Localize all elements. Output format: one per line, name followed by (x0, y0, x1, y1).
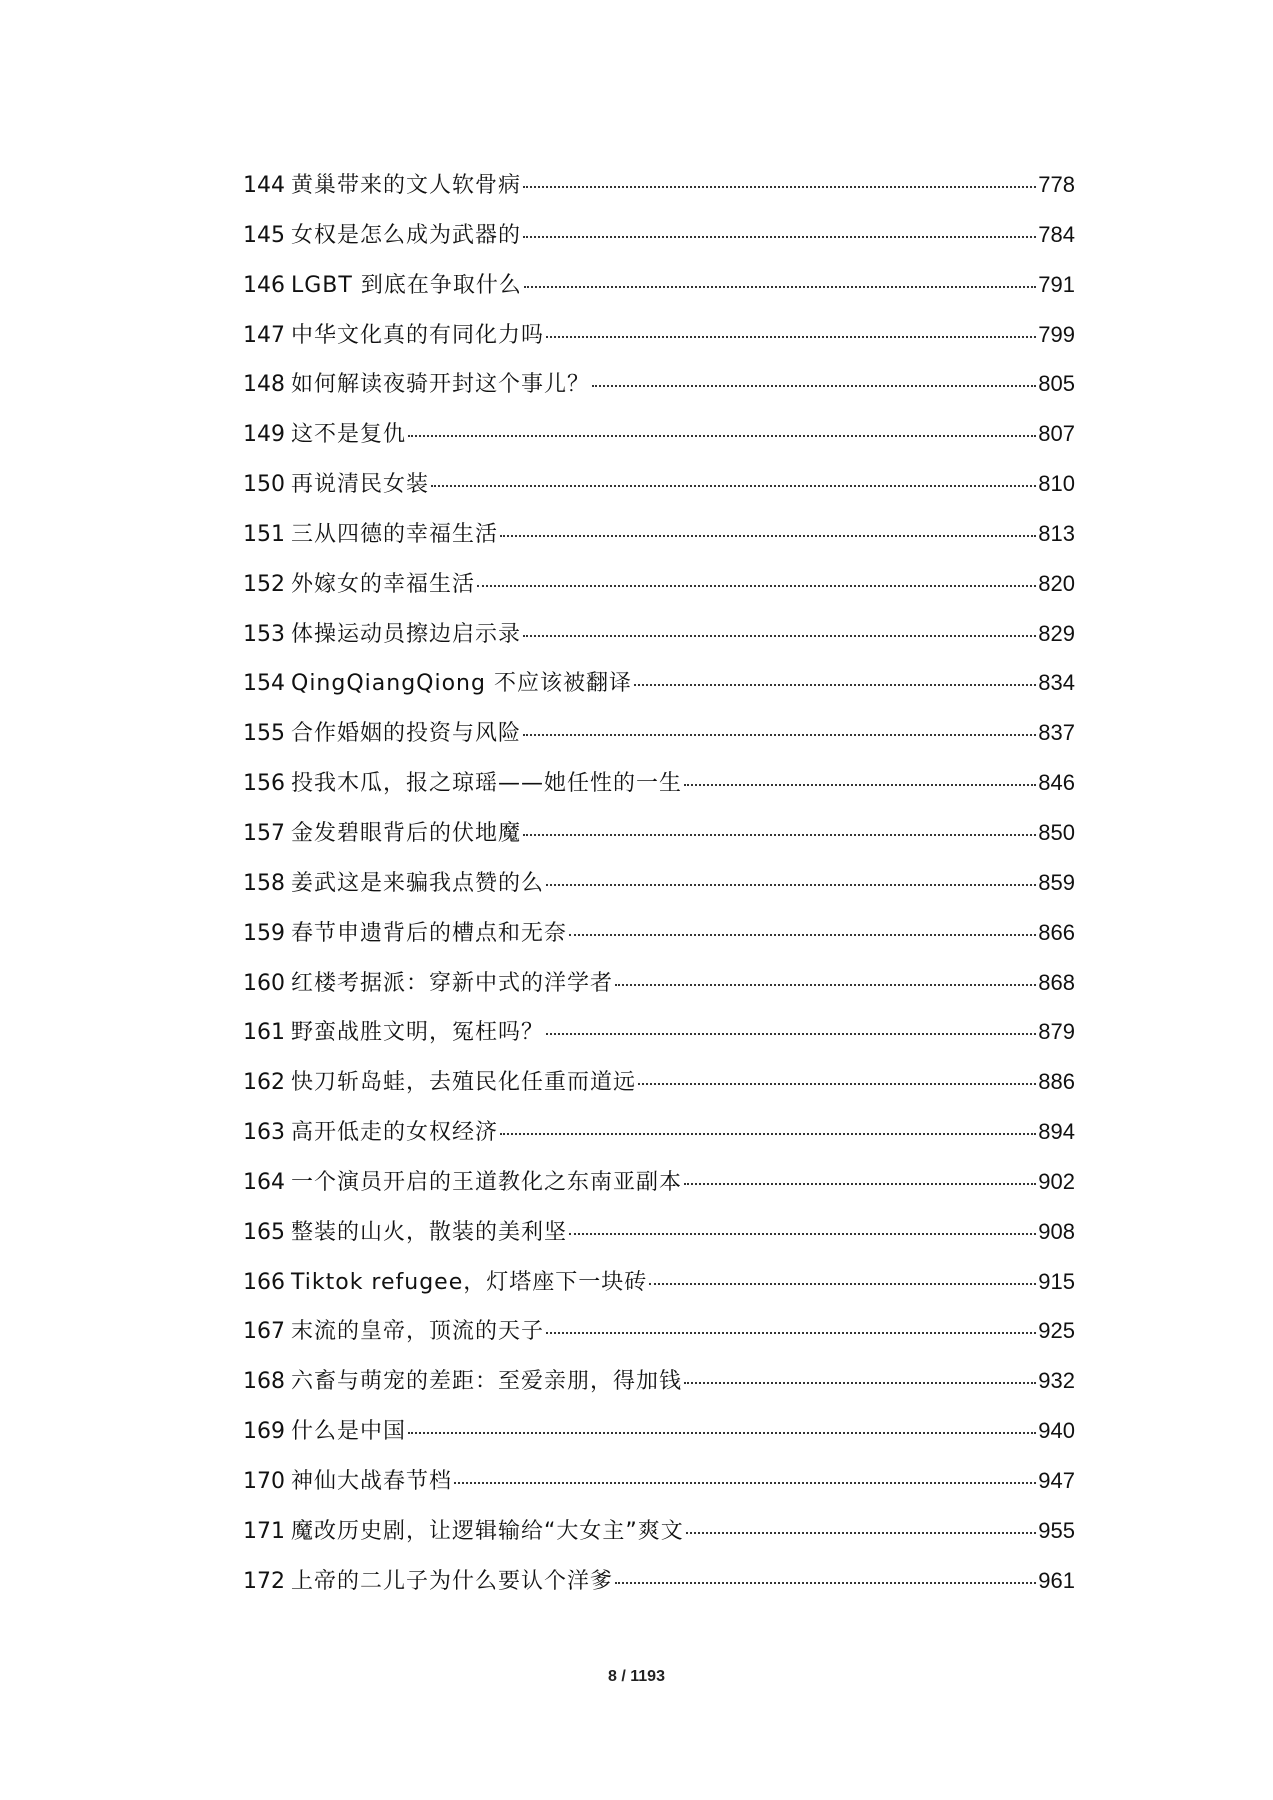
toc-entry-page: 940 (1038, 1418, 1075, 1444)
toc-entry-text: 高开低走的女权经济 (291, 1120, 499, 1146)
toc-entry-title (243, 360, 590, 409)
toc-dot-leader (408, 435, 1036, 437)
toc-entry[interactable] (243, 359, 1075, 409)
toc-entry-text: 野蛮战胜文明，冤枉吗？ (291, 1020, 545, 1046)
toc-entry[interactable] (243, 509, 1075, 559)
toc-entry-page: 813 (1038, 520, 1075, 546)
toc-entry-page: 834 (1038, 670, 1075, 696)
toc-entry-title (243, 959, 613, 1008)
toc-entry-page: 894 (1038, 1119, 1075, 1145)
toc-entry-text: 如何解读夜骑开封这个事儿？ (291, 372, 591, 398)
toc-entry-number: 162 (243, 1070, 285, 1096)
toc-entry-text: 合作婚姻的投资与风险 (291, 721, 522, 747)
toc-dot-leader (546, 1332, 1036, 1334)
toc-entry[interactable] (243, 958, 1075, 1008)
toc-entry-page: 820 (1038, 570, 1075, 596)
toc-entry[interactable] (243, 1057, 1075, 1107)
toc-entry-page: 955 (1038, 1517, 1075, 1543)
toc-dot-leader (523, 734, 1036, 736)
toc-entry-number: 153 (243, 621, 285, 647)
toc-dot-leader (615, 984, 1036, 986)
toc-entry-title (243, 261, 522, 310)
toc-entry-text: 女权是怎么成为武器的 (291, 222, 522, 248)
toc-entry-number: 167 (243, 1319, 285, 1345)
toc-entry-title (243, 1357, 682, 1406)
toc-dot-leader (615, 1582, 1036, 1584)
toc-entry-title (243, 460, 429, 509)
toc-entry-page: 837 (1038, 720, 1075, 746)
toc-entry-title (243, 659, 632, 708)
toc-entry-page: 859 (1038, 869, 1075, 895)
toc-entry-number: 157 (243, 820, 285, 846)
toc-entry-number: 152 (243, 571, 285, 597)
toc-entry-title (243, 1008, 544, 1057)
toc-entry[interactable] (243, 1556, 1075, 1606)
toc-dot-leader (408, 1432, 1036, 1434)
toc-entry-text: 上帝的二儿子为什么要认个洋爹 (291, 1568, 614, 1594)
toc-entry[interactable] (243, 658, 1075, 708)
toc-entry[interactable] (243, 559, 1075, 609)
toc-entry-title (243, 311, 544, 360)
toc-entry-page: 791 (1038, 271, 1075, 297)
toc-entry-number: 159 (243, 920, 285, 946)
toc-entry-title (243, 1457, 452, 1506)
toc-dot-leader (523, 236, 1036, 238)
toc-dot-leader (569, 1233, 1036, 1235)
toc-entry-text: 体操运动员擦边启示录 (291, 621, 522, 647)
toc-entry-text: 再说清民女装 (291, 472, 430, 498)
toc-dot-leader (524, 286, 1036, 288)
toc-entry-title (243, 1307, 544, 1356)
toc-entry-page: 805 (1038, 371, 1075, 397)
toc-dot-leader (477, 585, 1036, 587)
toc-entry[interactable] (243, 1257, 1075, 1307)
toc-entry-number: 150 (243, 472, 285, 498)
toc-entry[interactable] (243, 1506, 1075, 1556)
toc-entry-number: 148 (243, 372, 285, 398)
toc-dot-leader (684, 1183, 1036, 1185)
toc-entry-number: 163 (243, 1120, 285, 1146)
toc-entry-number: 169 (243, 1419, 285, 1445)
toc-entry-page: 879 (1038, 1019, 1075, 1045)
toc-entry-text: 快刀斩岛蛙，去殖民化任重而道远 (291, 1070, 637, 1096)
toc-dot-leader (523, 186, 1036, 188)
toc-entry-number: 147 (243, 322, 285, 348)
toc-entry-text: 姜武这是来骗我点赞的么 (291, 870, 545, 896)
toc-entry-page: 778 (1038, 172, 1075, 197)
toc-entry-page: 807 (1038, 421, 1075, 447)
toc-entry-title (243, 211, 521, 260)
toc-entry-page: 886 (1038, 1069, 1075, 1095)
toc-entry-title (243, 410, 406, 459)
toc-entry-text: 神仙大战春节档 (291, 1468, 453, 1494)
toc-dot-leader (454, 1482, 1036, 1484)
toc-entry-page: 961 (1038, 1567, 1075, 1593)
toc-entry-number: 172 (243, 1568, 285, 1594)
toc-entry-text: 末流的皇帝，顶流的天子 (291, 1319, 545, 1345)
toc-entry[interactable] (243, 1356, 1075, 1406)
toc-entry-page: 846 (1038, 770, 1075, 796)
toc-entry-text: 三从四德的幸福生活 (291, 521, 499, 547)
toc-dot-leader (523, 635, 1036, 637)
toc-entry-text: 中华文化真的有同化力吗 (291, 322, 545, 348)
toc-entry-text: 这不是复仇 (291, 422, 407, 448)
toc-entry-number: 144 (243, 173, 285, 198)
toc-entry-page: 915 (1038, 1268, 1075, 1294)
toc-entry-number: 161 (243, 1020, 285, 1046)
toc-entry[interactable] (243, 1406, 1075, 1456)
toc-entry-title (243, 560, 475, 609)
toc-entry-text: 投我木瓜，报之琼瑶——她任性的一生 (291, 771, 683, 797)
toc-entry-text: 外嫁女的幸福生活 (291, 571, 476, 597)
toc-entry-text: 整装的山火，散装的美利坚 (291, 1219, 568, 1245)
toc-entry-title (243, 1258, 647, 1307)
toc-entry-page: 925 (1038, 1318, 1075, 1344)
toc-dot-leader (546, 1033, 1036, 1035)
toc-entry-number: 155 (243, 721, 285, 747)
toc-entry-number: 168 (243, 1369, 285, 1395)
toc-dot-leader (500, 1133, 1036, 1135)
toc-entry-text: 什么是中国 (291, 1419, 407, 1445)
toc-entry-page: 784 (1038, 221, 1075, 247)
toc-entry-number: 166 (243, 1269, 285, 1295)
toc-entry[interactable] (243, 260, 1075, 310)
toc-entry[interactable] (243, 310, 1075, 360)
toc-entry-number: 149 (243, 422, 285, 448)
toc-entry[interactable] (243, 858, 1075, 908)
toc-entry-title (243, 610, 521, 659)
toc-dot-leader (500, 535, 1036, 537)
toc-dot-leader (523, 834, 1036, 836)
toc-entry-page: 850 (1038, 819, 1075, 845)
toc-entry-number: 171 (243, 1518, 285, 1544)
table-of-contents (243, 160, 1075, 1605)
toc-entry-title (243, 1557, 613, 1606)
toc-entry-title (243, 1058, 636, 1107)
toc-entry-number: 160 (243, 970, 285, 996)
toc-entry-page: 799 (1038, 321, 1075, 347)
toc-entry[interactable] (243, 708, 1075, 758)
toc-entry-page: 810 (1038, 471, 1075, 497)
toc-entry-title (243, 1108, 498, 1157)
toc-entry[interactable] (243, 459, 1075, 509)
toc-entry-text: 一个演员开启的王道教化之东南亚副本 (291, 1169, 683, 1195)
toc-entry-page: 932 (1038, 1368, 1075, 1394)
toc-entry-title (243, 1407, 406, 1456)
toc-entry-text: Tiktok refugee，灯塔座下一块砖 (291, 1269, 648, 1295)
toc-entry-title (243, 1208, 567, 1257)
toc-entry-page: 908 (1038, 1218, 1075, 1244)
toc-entry[interactable] (243, 210, 1075, 260)
toc-entry-title (243, 1507, 684, 1556)
toc-entry-title (243, 510, 498, 559)
toc-entry-text: 红楼考据派：穿新中式的洋学者 (291, 970, 614, 996)
toc-entry-page: 866 (1038, 919, 1075, 945)
toc-entry[interactable] (243, 1157, 1075, 1207)
toc-dot-leader (569, 934, 1036, 936)
toc-entry-title (243, 1158, 682, 1207)
toc-entry[interactable] (243, 1306, 1075, 1356)
toc-entry-number: 154 (243, 671, 285, 697)
toc-dot-leader (431, 485, 1036, 487)
toc-dot-leader (684, 784, 1036, 786)
toc-entry-page: 902 (1038, 1168, 1075, 1194)
toc-entry-page: 829 (1038, 620, 1075, 646)
toc-entry-text: 黄巢带来的文人软骨病 (291, 173, 522, 198)
toc-entry[interactable] (243, 1456, 1075, 1506)
toc-entry-number: 151 (243, 521, 285, 547)
toc-entry-number: 146 (243, 272, 285, 298)
toc-entry-number: 156 (243, 771, 285, 797)
page-number: 8 / 1193 (608, 1668, 665, 1685)
toc-entry-page: 947 (1038, 1467, 1075, 1493)
toc-entry-text: QingQiangQiong 不应该被翻译 (291, 671, 632, 697)
toc-dot-leader (592, 385, 1036, 387)
toc-dot-leader (546, 336, 1036, 338)
toc-entry-number: 145 (243, 222, 285, 248)
toc-entry[interactable] (243, 1107, 1075, 1157)
toc-entry-text: 金发碧眼背后的伏地魔 (291, 820, 522, 846)
toc-entry[interactable] (243, 409, 1075, 459)
toc-entry-text: LGBT 到底在争取什么 (291, 272, 522, 298)
toc-dot-leader (546, 884, 1036, 886)
toc-entry-number: 165 (243, 1219, 285, 1245)
toc-entry-title (243, 161, 521, 210)
toc-entry-page: 868 (1038, 969, 1075, 995)
toc-entry[interactable] (243, 808, 1075, 858)
toc-entry-number: 164 (243, 1169, 285, 1195)
toc-entry[interactable] (243, 1007, 1075, 1057)
toc-entry-title (243, 909, 567, 958)
toc-entry-title (243, 859, 544, 908)
toc-dot-leader (684, 1382, 1036, 1384)
toc-entry[interactable] (243, 160, 1075, 210)
toc-entry-title (243, 809, 521, 858)
toc-entry[interactable] (243, 1207, 1075, 1257)
toc-entry-number: 170 (243, 1468, 285, 1494)
toc-entry-title (243, 759, 682, 808)
toc-dot-leader (638, 1083, 1036, 1085)
toc-entry-text: 春节申遗背后的槽点和无奈 (291, 920, 568, 946)
toc-dot-leader (634, 684, 1036, 686)
toc-entry-number: 158 (243, 870, 285, 896)
toc-entry[interactable] (243, 908, 1075, 958)
toc-dot-leader (649, 1283, 1036, 1285)
toc-entry-text: 魔改历史剧，让逻辑输给“大女主”爽文 (291, 1518, 684, 1544)
toc-entry-title (243, 709, 521, 758)
toc-entry[interactable] (243, 609, 1075, 659)
toc-entry[interactable] (243, 758, 1075, 808)
toc-entry-text: 六畜与萌宠的差距：至爱亲朋，得加钱 (291, 1369, 683, 1395)
toc-dot-leader (686, 1532, 1036, 1534)
